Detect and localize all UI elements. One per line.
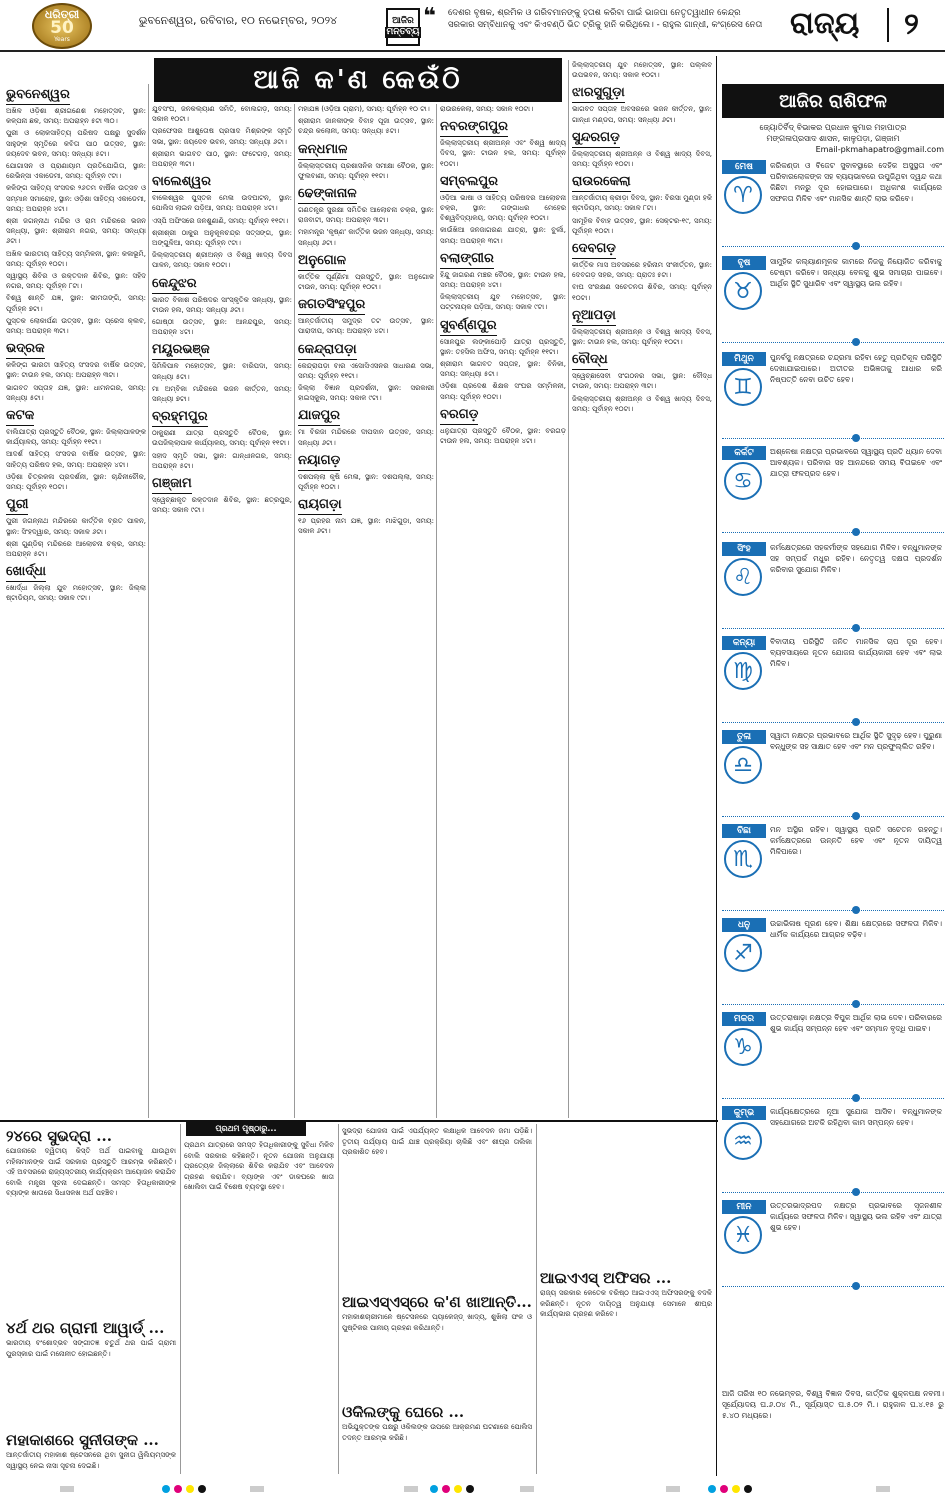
sign-prediction: ଉତ୍ତରାଷାଢ଼ା ନକ୍ଷତ୍ର ବିପୁଳ ଆର୍ଥିକ ଲାଭ ଦେବ। ପରିବାରରେ ଶୁଭ କାର୍ଯ୍ୟ ସମ୍ପନ୍ନ ହେବ ଏବଂ ସମ୍ମାନ ବୃଦ୍ଧି ପାଇବ। xyxy=(770,1013,942,1033)
event-listing: ବାଲିଯାତ୍ରା ପ୍ରସ୍ତୁତି ବୈଠକ, ସ୍ଥାନ: ଜିଲ୍ଲାପାଳଙ୍କ କାର୍ଯ୍ୟାଳୟ, ସମୟ: ପୂର୍ବାହ୍ନ ୧୧ଟା। xyxy=(6,428,146,447)
sign-label: ମିଥୁନ xyxy=(722,352,766,366)
city-heading: ବାଲେଶ୍ୱର xyxy=(152,173,211,192)
events-column-5 xyxy=(572,60,712,1118)
horoscope-sign xyxy=(722,730,944,822)
sign-prediction: କରିକଣ୍ଡା ଓ ବିଜେଟ ସୁବାବସ୍ଥାରେ ଦେହିକ ଅସୁସ୍ଥତା ଏବଂ ପରିବାରଲୋକଙ୍କ ସହ ବ୍ୟୟଭାବରେ ଉପୁଜିଥିବା ଦ୍ୱନ୍ଦ କଥା କିଛିଟା ମନରୁ ଦୂର ହୋଇପାରେ। ଅଧିକାଂଶ କାର୍ଯ୍ୟରେ ସଫଳତା ମିଳିବ ଏବଂ ମାନସିକ ଶାନ୍ତି ଲାଭ କରିବେ। xyxy=(770,161,942,203)
sign-separator xyxy=(722,342,944,343)
sign-label: ସିଂହ xyxy=(722,542,766,556)
black-dot xyxy=(744,1485,752,1493)
event-listing: ଜିଲ୍ଲାସ୍ତରୀୟ ଶ୍ରୀଅନ୍ନ ଓ ବିଶ୍ୱ ଖାଦ୍ୟ ଦିବସ, ସମୟ: ପୂର୍ବାହ୍ନ ୧୦ଟା। xyxy=(572,394,712,413)
sign-prediction: ବିବାଦୀୟ ପରିସ୍ଥିତି ଜନିତ ମାନସିକ ଚାପ ଦୂର ହେବ। ବ୍ୟବସାୟରେ ନୂତନ ଯୋଜନା କାର୍ଯ୍ୟକାରୀ ହେବ ଏବଂ ଲାଭ ମିଳିବ। xyxy=(770,637,942,668)
city-heading: ନବରଙ୍ଗପୁର xyxy=(440,118,508,137)
sign-label: କନ୍ୟା xyxy=(722,636,766,650)
quote-mark-icon: ❝ xyxy=(423,4,436,29)
event-listing: ମହାମନ୍ତ୍ର 'କୃଷ୍ଣ' କାର୍ତ୍ତିକ ଭଜନ ସନ୍ଧ୍ୟା, ସମୟ: ସନ୍ଧ୍ୟା ୬ଟା। xyxy=(298,228,434,247)
yellow-dot xyxy=(454,1485,462,1493)
black-dot xyxy=(198,1485,206,1493)
event-listing: ଓଡ଼ିଶା ପ୍ରଦେଶ ଶିକ୍ଷକ ସଂଘର ସମ୍ମିଳନୀ, ସମୟ: ପୂର୍ବାହ୍ନ ୧୦ଟା। xyxy=(440,382,566,401)
zodiac-icon: ♒ xyxy=(724,1122,762,1160)
registration-mark xyxy=(404,1486,418,1492)
story-body: ପ୍ରଥମ ଯାତ୍ରାରେ ସମସ୍ତ ହିତାଧିକାରୀଙ୍କୁ ସୁବିଧା ମିଳିବ ବୋଲି ସରକାର କହିଛନ୍ତି। ନୂତନ ଯୋଜନା ଅନୁଯାୟୀ ପ୍ରତ୍ୟେକ ଜିଲ୍ଲାରେ ଶିବିର କରାଯିବ ଏବଂ ଆବେଦନ ଗ୍ରହଣ କରାଯିବ। ବ୍ୟାଙ୍କ ଏବଂ ଡାକଘରେ ଖାତା ଖୋଲିବା ପାଇଁ ବିଶେଷ ବ୍ୟବସ୍ଥା ହେବ। xyxy=(184,1141,334,1191)
zodiac-icon: ♍ xyxy=(724,652,762,690)
event-listing: ଦଶପଲ୍ଲା କୃଷି ମେଳା, ସ୍ଥାନ: ଦଶପଲ୍ଲା, ସମୟ: ପୂର୍ବାହ୍ନ ୧୦ଟା। xyxy=(298,472,434,492)
event-listing: ପ୍ରଫେସର ଆଶୁତୋଷ ପ୍ରସାଦ ମିଶ୍ରଙ୍କ ସ୍ମୃତି ସଭା, ସ୍ଥାନ: ଜୟଦେବ ଭବନ, ସମୟ: ସନ୍ଧ୍ୟା ୬ଟା। xyxy=(152,127,292,146)
sign-prediction: ପୁନର୍ବସୁ ନକ୍ଷତ୍ରରେ ଚନ୍ଦ୍ରମା ରହିବା ହେତୁ ପ୍ରତିକୂଳ ପରିସ୍ଥିତି ଦେଖାଯାଇପାରେ। ଅତୀତର ଅଭିଜ୍ଞତାକୁ ଆଧାର କରି ନିଷ୍ପତ୍ତି ନେବା ଉଚିତ ହେବ। xyxy=(770,353,942,384)
event-listing: ମହାଯଜ୍ଞ (ଓଡ଼ିଆ ଗ୍ରାମ), ସମୟ: ପୂର୍ବାହ୍ନ ୧୦ ଟା। xyxy=(298,105,430,113)
event-listing: ଜିଲ୍ଲାସ୍ତରୀୟ ଶ୍ରୀଅନ୍ନ ଓ ବିଶ୍ୱ ଖାଦ୍ୟ ଦିବସ ପାଳନ, ସମୟ: ସକାଳ ୧୦ଟା। xyxy=(152,251,292,270)
column-divider xyxy=(180,1124,181,1474)
story-headline: ଓକିଲଙ୍କୁ ଘେରେ ... xyxy=(342,1403,465,1421)
event-listing: ଖୋର୍ଦ୍ଧା ଜିଲ୍ଲା ଯୁବ ମହୋତ୍ସବ, ସ୍ଥାନ: ଜିଲ୍ଲା ଷ୍ଟାଡିୟମ, ସମୟ: ସକାଳ ୯ଟା। xyxy=(6,584,146,603)
sign-label: ତୁଳା xyxy=(722,730,766,744)
story-iss-food xyxy=(342,1292,532,1402)
sign-label: ବିଛା xyxy=(722,824,766,838)
sign-separator xyxy=(722,722,944,723)
event-listing: ୧୬ ପ୍ରହର ନାମ ଯଜ୍ଞ, ସ୍ଥାନ: ମାଝିଗୁଡ଼ା, ସମୟ: ସକାଳ ୬ଟା। xyxy=(298,517,434,536)
horoscope-sign xyxy=(722,824,944,916)
city-heading: ବଲାଙ୍ଗୀର xyxy=(440,250,494,269)
horoscope-sign xyxy=(722,636,944,728)
event-listing: ଆନ୍ତର୍ଜାତୀୟ କ୍ରୀଡ଼ା ଦିବସ, ସ୍ଥାନ: ବିରସା ମୁଣ୍ଡା ହକି ଷ୍ଟାଡିୟମ, ସମୟ: ସକାଳ ୮ଟା। xyxy=(572,194,712,213)
city-heading: ଭଦ୍ରକ xyxy=(6,340,45,359)
masthead-divider xyxy=(887,8,889,42)
separator-dot xyxy=(852,434,860,442)
horoscope-sign xyxy=(722,256,944,348)
event-listing: ବିଶ୍ୱ ଶାନ୍ତି ଯଜ୍ଞ, ସ୍ଥାନ: ଭୀମତାଙ୍ଗି, ସମୟ: ପୂର୍ବାହ୍ନ ୭ଟା। xyxy=(6,294,146,313)
panchang-footer: ଆଜି ତାରିଖ ୧୦ ନଭେମ୍ବର, ବିଶ୍ୱ ବିଜ୍ଞାନ ଦିବସ, କାର୍ତ୍ତିକ ଶୁକ୍ଳପକ୍ଷ ନବମୀ। ସୂର୍ଯ୍ୟୋଦୟ ଘ.୬.୦୪ ମି., ସୂର୍ଯ୍ୟାସ୍ତ ଘ.୫.୦୨ ମି.। ରାହୁକାଳ ଘ.୪.୧୫ ରୁ ୫.୪୦ ମଧ୍ୟରେ। xyxy=(722,1389,944,1420)
separator-dot xyxy=(852,528,860,536)
events-column-1 xyxy=(6,84,146,1118)
city-heading: ରାଉରକେଲା xyxy=(572,173,631,192)
sign-separator xyxy=(722,910,944,911)
sign-label: କୁମ୍ଭ xyxy=(722,1106,766,1120)
sign-prediction: ସାମୁହିକ କଲ୍ୟାଣମୂଳକ କାମରେ ନିଜକୁ ନିୟୋଜିତ କରିବାକୁ ଚେଷ୍ଟା କରିବେ। ସନ୍ଧ୍ୟା ବେଳକୁ ଶୁଭ ସମାଚାର ପାଇବେ। ଆର୍ଥିକ ସ୍ଥିତି ସୁଧାରିବ ଏବଂ ସ୍ୱାସ୍ଥ୍ୟ ଭଲ ରହିବ। xyxy=(770,257,942,288)
event-listing: ଗୋଷ୍ଠୀ ଉତ୍ସବ, ସ୍ଥାନ: ଆନନ୍ଦପୁର, ସମୟ: ଅପରାହ୍ନ ୪ଟା। xyxy=(152,318,292,337)
event-listing: ଜିଲ୍ଲାସ୍ତରୀୟ ଯୁବ ମହୋତ୍ସବ, ସ୍ଥାନ: ପଲ୍ଲବ ଉପଭବନ, ସମୟ: ସକାଳ ୧୦ଟା। xyxy=(572,61,712,80)
event-listing: ଧନୁଯାତ୍ରା ପ୍ରସ୍ତୁତି ବୈଠକ, ସ୍ଥାନ: ବରଗଡ଼ ଟାଉନ ହଲ, ସମୟ: ଅପରାହ୍ନ ୪ଟା। xyxy=(440,426,566,446)
front-page-continuation-tag: ପ୍ରଥମ ପୃଷ୍ଠାରୁ... xyxy=(186,1122,306,1136)
event-listing: ଶ୍ରୀରାମ ଭାଗବତ ପାଠ, ସ୍ଥାନ: ଫଟେଗଡ଼, ସମୟ: ଅପରାହ୍ନ ୩ଟା। xyxy=(152,149,292,169)
zodiac-icon: ♈ xyxy=(724,176,762,214)
story-headline: ଆଇଏସ୍‌ଏସ୍‌ରେ କ'ଣ ଖାଆନ୍ତି... xyxy=(342,1293,532,1311)
sign-separator xyxy=(722,1192,944,1193)
event-listing: ଶ୍ରୀରାମ ଭାଗବତ ସପ୍ତାହ, ସ୍ଥାନ: ବିନିକା, ସମୟ: ସନ୍ଧ୍ୟା ୫ଟା। xyxy=(440,360,566,379)
story-sunita xyxy=(6,1430,176,1474)
event-listing: ପୁସ୍ତକ ଲୋକାର୍ପଣ ଉତ୍ସବ, ସ୍ଥାନ: ପ୍ରେସ କ୍ଲବ, ସମୟ: ଅପରାହ୍ନ ୩ଟା। xyxy=(6,316,146,336)
event-listing: ଜିଲ୍ଲାସ୍ତରୀୟ ଶ୍ରୀଅନ୍ନ ଓ ବିଶ୍ୱ ଖାଦ୍ୟ ଦିବସ, ସମୟ: ପୂର୍ବାହ୍ନ ୧୦ଟା। xyxy=(572,149,712,169)
horoscope-sign xyxy=(722,542,944,634)
zodiac-icon: ♏ xyxy=(724,840,762,878)
cyan-dot xyxy=(430,1485,438,1493)
horoscope-sign xyxy=(722,160,944,252)
magenta-dot xyxy=(720,1485,728,1493)
sign-label: କର୍କଟ xyxy=(722,446,766,460)
page-number: ୨ xyxy=(904,7,919,42)
sign-label: ମକର xyxy=(722,1012,766,1026)
sign-prediction: କାର୍ଯ୍ୟକ୍ଷେତ୍ରରେ ନୂଆ ସୁଯୋଗ ଆସିବ। ବନ୍ଧୁମାନଙ୍କ ସହଯୋଗରେ ଅଟକି ରହିଥିବା କାମ ସମ୍ପନ୍ନ ହେବ। xyxy=(770,1107,942,1127)
sign-separator xyxy=(722,1004,944,1005)
event-listing: ଶ୍ରୀ ଜଗନ୍ନାଥ ମନ୍ଦିର ଓ ରାମ ମନ୍ଦିରରେ ଭଜନ ସନ୍ଧ୍ୟା, ସ୍ଥାନ: ଶ୍ରୀରାମ ନଗର, ସମୟ: ସନ୍ଧ୍ୟା ୬ଟା। xyxy=(6,217,146,246)
city-heading: ଜଗତସିଂହପୁର xyxy=(298,296,365,315)
sign-label: ବୃଷ xyxy=(722,256,766,270)
sign-prediction: ମନ ଅସ୍ଥିର ରହିବ। ସ୍ୱାସ୍ଥ୍ୟ ପ୍ରତି ସଚେତନ ରହନ୍ତୁ। କର୍ମକ୍ଷେତ୍ରରେ ଉନ୍ନତି ହେବ ଏବଂ ନୂତନ ଦାୟିତ୍ୱ ମିଳିପାରେ। xyxy=(770,825,942,856)
separator-dot xyxy=(852,242,860,250)
horoscope-sign xyxy=(722,352,944,444)
event-listing: ଓଡ଼ିଶା ଚିତ୍ରକଳା ପ୍ରଦର୍ଶନୀ, ସ୍ଥାନ: ଚାନ୍ଦିନୀଚୌକ, ସମୟ: ପୂର୍ବାହ୍ନ ୧୦ଟା। xyxy=(6,472,146,492)
zodiac-icon: ♉ xyxy=(724,272,762,310)
story-body: ଆନ୍ତର୍ଜାତୀୟ ମହାକାଶ ଷ୍ଟେସନରେ ଥିବା ସୁନୀତା ୱିଲିୟମ୍ସଙ୍କ ସ୍ୱାସ୍ଥ୍ୟ ନେଇ ନାସା ସୂଚନା ଦେଇଛି। xyxy=(6,1451,176,1470)
logo-years-number: 50 xyxy=(50,18,74,38)
events-column-4 xyxy=(440,104,566,1118)
story-body: ଭାରତୀୟ ବଂଶୋଦ୍ଭବ ସଙ୍ଗୀତଜ୍ଞ ଚତୁର୍ଥ ଥର ପାଇଁ ଗ୍ରାମୀ ପୁରସ୍କାର ପାଇଁ ମନୋନୀତ ହୋଇଛନ୍ତି। xyxy=(6,1339,176,1358)
city-heading: ନୟାଗଡ଼ xyxy=(298,452,340,471)
event-listing: ଆଦର୍ଶ ସାହିତ୍ୟ ସଂସଦର ବାର୍ଷିକ ଉତ୍ସବ, ସ୍ଥାନ: ସାହିତ୍ୟ ପରିଷଦ ହଲ, ସମୟ: ଅପରାହ୍ନ ୪ଟା। xyxy=(6,450,146,469)
sign-prediction: ଉଚ୍ଚାଭିଳାଷ ପୂରଣ ହେବ। ଶିକ୍ଷା କ୍ଷେତ୍ରରେ ସଫଳତା ମିଳିବ। ଧାର୍ମିକ କାର୍ଯ୍ୟରେ ଆଗ୍ରହ ବଢ଼ିବ। xyxy=(770,919,942,939)
section-title: ରାଜ୍ୟ xyxy=(790,6,860,41)
story-body: ସୁଭଦ୍ରା ଯୋଜନା ପାଇଁ ଏପର୍ଯ୍ୟନ୍ତ ଲକ୍ଷାଧିକ ଆବେଦନ ଜମା ପଡ଼ିଛି। ତୃତୀୟ ପର୍ଯ୍ୟାୟ ପାଇଁ ଯାଞ୍ଚ ପ୍ରକ୍ରିୟା ଚାଲିଛି ଏବଂ ଶୀଘ୍ର ତାଲିକା ପ୍ରକାଶିତ ହେବ। xyxy=(342,1127,532,1156)
sign-label: ଧନୁ xyxy=(722,918,766,932)
registration-mark xyxy=(250,1486,264,1492)
event-listing: ପୁରୀ ଓ ଲୋକସାହିତ୍ୟ ପରିଷଦ ପକ୍ଷରୁ ସୁଦର୍ଶନ ସାହୁଙ୍କ ସ୍ମୃତିରେ କବିତା ପାଠ ଉତ୍ସବ, ସ୍ଥାନ: ଜୟଦେବ ଭବନ, ସମୟ: ସନ୍ଧ୍ୟା ୫ଟା। xyxy=(6,129,146,158)
event-listing: ଶ୍ରୀ ଗୁଣ୍ଡିଚା ମନ୍ଦିରରେ ଆଲୋଚନା ଚକ୍ର, ସମୟ: ଅପରାହ୍ନ ୫ଟା। xyxy=(6,539,146,558)
horoscope-sign xyxy=(722,1012,944,1104)
event-listing: ଜିଲ୍ଲାସ୍ତରୀୟ ଶ୍ରୀଅନ୍ନ ଓ ବିଶ୍ୱ ଖାଦ୍ୟ ଦିବସ, ସ୍ଥାନ: ଟାଉନ ହଲ, ସମୟ: ପୂର୍ବାହ୍ନ ୧୦ଟା। xyxy=(572,327,712,347)
logo-years-label: Years xyxy=(54,36,70,43)
city-heading: ଖୋର୍ଦ୍ଧା xyxy=(6,563,46,582)
event-listing: ମା ବିରଜା ମନ୍ଦିରରେ ଦୀପଦାନ ଉତ୍ସବ, ସମୟ: ସନ୍ଧ୍ୟା ୬ଟା। xyxy=(298,428,434,447)
city-heading: ଝାରସୁଗୁଡ଼ା xyxy=(572,84,625,103)
event-listing: ରାଉରକେଲା, ସମୟ: ସକାଳ ୧୦ଟା। xyxy=(440,105,534,113)
column-divider xyxy=(436,104,437,1118)
story-ias xyxy=(540,1268,712,1468)
separator-dot xyxy=(852,624,860,632)
horoscope-heading: ଆଜିର ରାଶିଫଳ xyxy=(722,84,944,118)
sign-separator xyxy=(722,246,944,247)
event-listing: ପୁରୀ ଜଗନ୍ନାଥ ମନ୍ଦିରରେ କାର୍ତ୍ତିକ ବ୍ରତ ପାଳନ, ସ୍ଥାନ: ସିଂହଦ୍ୱାର, ସମୟ: ସକାଳ ୬ଟା। xyxy=(6,517,146,536)
event-listing: ସ୍ୱାସ୍ଥ୍ୟ ଶିବିର ଓ ରକ୍ତଦାନ ଶିବିର, ସ୍ଥାନ: ସହିଦ ନଗର, ସମୟ: ପୂର୍ବାହ୍ନ ୮ଟା। xyxy=(6,272,146,291)
sign-separator xyxy=(722,1098,944,1099)
event-listing: ଯୁବସଂଘ, ଜନକଲ୍ୟାଣ ସମିତି, ବୋଲଗଡ଼, ସମୟ: ସକାଳ ୧୦ଟା। xyxy=(152,105,292,124)
masthead xyxy=(0,0,945,52)
event-listing: ବାଘ ସଂରକ୍ଷଣ ସଚେତନତା ଶିବିର, ସମୟ: ପୂର୍ବାହ୍ନ ୧୦ଟା। xyxy=(572,283,712,302)
event-listing: କାର୍ତ୍ତିକ ପୂର୍ଣ୍ଣିମା ପ୍ରସ୍ତୁତି, ସ୍ଥାନ: ଅନୁଗୋଳ ଟାଉନ, ସମୟ: ପୂର୍ବାହ୍ନ ୧୦ଟା। xyxy=(298,272,434,292)
event-listing: ଭାଗବତ ସପ୍ତାହ ଅବସରରେ ଭଜନ କୀର୍ତ୍ତନ, ସ୍ଥାନ: ଗାନ୍ଧୀ ମଣ୍ଡପ, ସମୟ: ସନ୍ଧ୍ୟା ୬ଟା। xyxy=(572,105,712,124)
sign-label: ମୀନ xyxy=(722,1200,766,1214)
horoscope-sign xyxy=(722,918,944,1010)
zodiac-icon: ♑ xyxy=(724,1028,762,1066)
city-heading: ମୟୂରଭଞ୍ଜ xyxy=(152,341,210,360)
zodiac-icon: ♓ xyxy=(724,1216,762,1254)
cyan-dot xyxy=(162,1485,170,1493)
city-heading: କଟକ xyxy=(6,407,34,426)
story-headline: ମହାକାଶରେ ସୁନୀତାଙ୍କ ... xyxy=(6,1431,159,1449)
event-listing: ଏସ୍‌ପି ଅଫିସରେ ଜନଶୁଣାଣି, ସମୟ: ପୂର୍ବାହ୍ନ ୧୧ଟା। xyxy=(152,216,289,225)
city-heading: ପୁରୀ xyxy=(6,496,28,515)
separator-dot xyxy=(852,1094,860,1102)
yellow-dot xyxy=(186,1485,194,1493)
separator-dot xyxy=(852,812,860,820)
sign-prediction: କର୍ମକ୍ଷେତ୍ରରେ ସହକର୍ମୀଙ୍କ ସହଯୋଗ ମିଳିବ। ବନ୍ଧୁମାନଙ୍କ ସହ ସମ୍ପର୍କ ମଧୁର ରହିବ। ନେତୃତ୍ୱ ଦକ୍ଷତା ପ୍ରଦର୍ଶନ କରିବାର ସୁଯୋଗ ମିଳିବ। xyxy=(770,543,942,574)
event-listing: ଜିଲ୍ଲାସ୍ତରୀୟ ପ୍ରଶାସନିକ ସମୀକ୍ଷା ବୈଠକ, ସ୍ଥାନ: ଫୁଲବାଣୀ, ସମୟ: ପୂର୍ବାହ୍ନ ୧୧ଟା। xyxy=(298,161,434,180)
story-headline: ୪ର୍ଥ ଥର ଗ୍ରାମୀ ଆୱାର୍ଡ୍ ... xyxy=(6,1319,165,1337)
registration-mark xyxy=(520,1486,534,1492)
story-lawyer xyxy=(342,1402,532,1472)
separator-dot xyxy=(852,718,860,726)
sign-prediction: ସ୍ୱାତୀ ନକ୍ଷତ୍ର ପ୍ରଭାବରେ ଆର୍ଥିକ ସ୍ଥିତି ସୁଦୃଢ଼ ହେବ। ପୁରୁଣା ବନ୍ଧୁଙ୍କ ସହ ସାକ୍ଷାତ ହେବ ଏବଂ ମନ ପ୍ରଫୁଲ୍ଲିତ ରହିବ। xyxy=(770,731,942,751)
separator-dot xyxy=(852,1000,860,1008)
city-heading: ବୌଦ୍ଧ xyxy=(572,351,608,370)
city-heading: କନ୍ଧମାଳ xyxy=(298,141,347,160)
horoscope-byline xyxy=(722,122,944,155)
horoscope-sign xyxy=(722,446,944,538)
story-headline: ୨୪ରେ ସୁଭଦ୍ରା ... xyxy=(6,1127,112,1145)
city-heading: ସମ୍ବଲପୁର xyxy=(440,173,498,192)
logo-name: ଧରିତ୍ରୀ xyxy=(44,8,80,21)
event-listing: ଶ୍ରୀଶ୍ରୀ ଠାକୁର ଅନୁକୂଳଚନ୍ଦ୍ର ସତ୍ସଙ୍ଗ, ସ୍ଥାନ: ଅଙ୍ଗୁଳିଆ, ସମୟ: ପୂର୍ବାହ୍ନ ୯ଟା। xyxy=(152,228,292,248)
story-continuation xyxy=(184,1140,334,1470)
yellow-dot xyxy=(732,1485,740,1493)
events-banner-title: ଆଜି କ'ଣ କେଉଁଠି xyxy=(154,58,562,102)
event-listing: ଠାକୁରାଣୀ ଯାତ୍ରା ପ୍ରସ୍ତୁତି ବୈଠକ, ସ୍ଥାନ: ଉପଜିଲ୍ଲାପାଳ କାର୍ଯ୍ୟାଳୟ, ସମୟ: ପୂର୍ବାହ୍ନ ୧୧ଟା। xyxy=(152,429,292,448)
event-listing: କାଉଁଖିଆ ଜନଜାଗରଣ ଯାତ୍ରା, ସ୍ଥାନ: ବୁର୍ଲା, ସମୟ: ଅପରାହ୍ନ ୩ଟା। xyxy=(440,226,566,245)
event-listing: ବାଲେଶ୍ୱର ପୁସ୍ତକ ମେଳା ଉଦଘାଟନ, ସ୍ଥାନ: ପୋଲିସ ଲାଇନ ପଡ଼ିଆ, ସମୟ: ଅପରାହ୍ନ ୪ଟା। xyxy=(152,194,292,213)
event-listing: ଯୋଗାସନ ଓ ପ୍ରାଣାୟାମ ପ୍ରତିଯୋଗିତା, ସ୍ଥାନ: ରେଭିନ୍ସା ଏକାଡେମୀ, ସମୟ: ପୂର୍ବାହ୍ନ ୯ଟା। xyxy=(6,162,146,181)
event-listing: ମା ଅମ୍ବିକା ମନ୍ଦିରରେ ଭଜନ କୀର୍ତ୍ତନ, ସମୟ: ସନ୍ଧ୍ୟା ୭ଟା। xyxy=(152,384,292,404)
story-body: ମହାକାଶଚାରୀମାନେ ଷ୍ଟେସନରେ ପ୍ୟାକେଜ୍ଡ୍ ଖାଦ୍ୟ, ଶୁଖିଲା ଫଳ ଓ ପୁଷ୍ଟିକର ପାନୀୟ ଗ୍ରହଣ କରିଥାନ୍ତି। xyxy=(342,1313,532,1332)
horoscope-author: ଜ୍ୟୋତିର୍ବିଦ୍ ବିଭାକର ପ୍ରଧାନ କୁମାର ମହାପାତ୍ର xyxy=(759,123,907,132)
story-continuation-2 xyxy=(342,1126,532,1286)
story-grammy xyxy=(6,1318,176,1426)
story-subhadra xyxy=(6,1126,176,1326)
separator-dot xyxy=(852,906,860,914)
event-listing: ଭାଗବତ ସପ୍ତାହ ଯଜ୍ଞ, ସ୍ଥାନ: ଧାମନଗର, ସମୟ: ସନ୍ଧ୍ୟା ୫ଟା। xyxy=(6,383,146,402)
city-heading: ଢେଙ୍କାନାଳ xyxy=(298,185,357,204)
horoscope-sign xyxy=(722,1200,944,1292)
city-heading: ସୁନ୍ଦରଗଡ଼ xyxy=(572,129,620,148)
registration-mark xyxy=(666,1486,680,1492)
quote-box-line2: ମନ୍ତବ୍ୟ xyxy=(386,27,420,37)
events-column-3 xyxy=(298,104,434,1118)
separator-dot xyxy=(852,1188,860,1196)
story-body: ଯୋଜନାରେ ଦ୍ୱିତୀୟ କିସ୍ତି ଅର୍ଥ ପାଇବାକୁ ଯାଉଥିବା ମହିଳାମାନଙ୍କ ପାଇଁ ସରକାର ପ୍ରସ୍ତୁତି ଆରମ୍ଭ କରିଛନ୍ତି। ଏହି ଅବସରରେ ରାଜ୍ୟସ୍ତରୀୟ କାର୍ଯ୍ୟକ୍ରମ ଆୟୋଜନ କରାଯିବ ବୋଲି ମନ୍ତ୍ରୀ ସୂଚନା ଦେଇଛନ୍ତି। ସମସ୍ତ ହିତାଧିକାରୀଙ୍କ ବ୍ୟାଙ୍କ ଖାତାରେ ସିଧାସଳଖ ଅର୍ଥ ପହଞ୍ଚିବ। xyxy=(6,1147,176,1197)
column-divider xyxy=(148,84,149,1118)
zodiac-icon: ♐ xyxy=(724,934,762,972)
sign-separator xyxy=(722,532,944,533)
registration-mark xyxy=(60,1486,74,1492)
event-listing: ଅଖିଳ ଭାରତୀୟ ସାହିତ୍ୟ ସମ୍ମିଳନୀ, ସ୍ଥାନ: କଳାଭୂମି, ସମୟ: ପୂର୍ବାହ୍ନ ୧୦ଟା। xyxy=(6,249,146,268)
event-listing: କଳିଙ୍ଗ ସାହିତ୍ୟ ସଂସଦର ୨୬ତମ ବାର୍ଷିକ ଉତ୍ସବ ଓ ସମ୍ମାନ ସମାରୋହ, ସ୍ଥାନ: ଓଡ଼ିଶା ସାହିତ୍ୟ ଏକାଡେମୀ, ସମୟ: ଅପରାହ୍ନ ୪ଟା। xyxy=(6,184,146,213)
horoscope-email: Email-pkmahapatro@gmail.com xyxy=(815,145,944,154)
event-listing: ଅଖିଳ ଓଡ଼ିଶା ଶ୍ରୀଗଣେଶ ମହୋତ୍ସବ, ସ୍ଥାନ: କଳ୍ପନା ଛକ, ସମୟ: ଅପରାହ୍ନ ୫ଟା ୩୦। xyxy=(6,107,146,126)
sign-separator xyxy=(722,438,944,439)
newspaper-logo xyxy=(32,3,92,49)
column-divider xyxy=(568,60,569,1118)
section-rule xyxy=(0,1120,718,1122)
city-heading: ସୁବର୍ଣ୍ଣପୁର xyxy=(440,317,497,336)
city-heading: ନୂଆପଡ଼ା xyxy=(572,307,616,326)
event-listing: ଓଡ଼ିଆ ଭାଷା ଓ ସାହିତ୍ୟ ପରିଷଦର ଆଲୋଚନା ଚକ୍ର, ସ୍ଥାନ: ଗଙ୍ଗାଧର ମେହେର ବିଶ୍ୱବିଦ୍ୟାଳୟ, ସମୟ: ପୂର୍ବାହ୍ନ ୧୦ଟା। xyxy=(440,193,566,223)
horoscope-sign xyxy=(722,1106,944,1198)
event-listing: କାର୍ତ୍ତିକ ମାସ ଅବସରରେ ହରିନାମ ସଂକୀର୍ତ୍ତନ, ସ୍ଥାନ: ଦେବଗଡ଼ ସହର, ସମୟ: ପ୍ରାତଃ ୫ଟା। xyxy=(572,261,712,280)
city-heading: ଗଞ୍ଜାମ xyxy=(152,475,192,494)
city-heading: କେନ୍ଦୁଝର xyxy=(152,275,197,294)
event-listing: ଗଣତନ୍ତ୍ର ସୁରକ୍ଷା ସମିତିର ଆଲୋଚନା ଚକ୍ର, ସ୍ଥାନ: ରାଜବାଟୀ, ସମୟ: ଅପରାହ୍ନ ୩ଟା। xyxy=(298,206,434,225)
city-heading: ଦେବଗଡ଼ xyxy=(572,240,616,259)
dateline: ଭୁବନେଶ୍ୱର, ରବିବାର, ୧୦ ନଭେମ୍ବର, ୨୦୨୪ xyxy=(138,14,338,27)
column-divider xyxy=(294,104,295,1118)
zodiac-icon: ♌ xyxy=(724,558,762,596)
sign-prediction: ଉତ୍ତରଭାଦ୍ରପଦ ନକ୍ଷତ୍ର ପ୍ରଭାବରେ ସୃଜନଶୀଳ କାର୍ଯ୍ୟରେ ସଫଳତା ମିଳିବ। ସ୍ୱାସ୍ଥ୍ୟ ଭଲ ରହିବ ଏବଂ ଯାତ୍ରା ଶୁଭ ହେବ। xyxy=(770,1201,942,1232)
event-listing: ଭାରତ ବିକାଶ ପରିଷଦର ସାଂସ୍କୃତିକ ସନ୍ଧ୍ୟା, ସ୍ଥାନ: ଟାଉନ ହଲ, ସମୟ: ସନ୍ଧ୍ୟା ୬ଟା। xyxy=(152,295,292,314)
event-listing: ସାମୂହିକ ବିବାହ ଉତ୍ସବ, ସ୍ଥାନ: ସେକ୍ଟର-୧୯, ସମୟ: ପୂର୍ବାହ୍ନ ୧୦ଟା। xyxy=(572,216,712,235)
event-listing: କେନ୍ଦ୍ରାପଡ଼ା ବାର ଏସୋସିଏସନର ସାଧାରଣ ସଭା, ସମୟ: ପୂର୍ବାହ୍ନ ୧୧ଟା। xyxy=(298,361,434,380)
event-listing: ସ୍ୱେଚ୍ଛାସେବୀ ସଂଗଠନର ସଭା, ସ୍ଥାନ: ବୌଦ୍ଧ ଟାଉନ, ସମୟ: ଅପରାହ୍ନ ୩ଟା। xyxy=(572,372,712,391)
event-listing: ସିମିଳିପାଳ ମହୋତ୍ସବ, ସ୍ଥାନ: ବାରିପଦା, ସମୟ: ସନ୍ଧ୍ୟା ୫ଟା। xyxy=(152,362,292,381)
event-listing: ଜିଲ୍ଲା ବିଜ୍ଞାନ ପ୍ରଦର୍ଶନୀ, ସ୍ଥାନ: ସରକାରୀ ହାଇସ୍କୁଲ, ସମୟ: ସକାଳ ୯ଟା। xyxy=(298,384,434,403)
registration-mark xyxy=(876,1486,890,1492)
city-heading: କେନ୍ଦ୍ରାପଡ଼ା xyxy=(298,341,357,360)
city-heading: ଭୁବନେଶ୍ୱର xyxy=(6,86,70,105)
quote-text: ଦେଶର ବୃଷକ, ଶ୍ରମିକ ଓ ଗରିବମାନଙ୍କୁ ହତାଶ କରିବା ପାଇଁ ଭାଜପା ନେତୃତ୍ୱାଧୀନ କେନ୍ଦ୍ର ସରକାର ସମ୍ବିଧାନକୁ ଏବଂ କିଏବଣ୍ଠି ଭିତ ଟ୍ରିକୁ ହାନି କରିଥିଲେ। - ରାହୁଲ ଗାନ୍ଧୀ, କଂଗ୍ରେସ ନେତା xyxy=(448,8,763,30)
event-listing: ଜିଲ୍ଲାସ୍ତରୀୟ ଶ୍ରୀଅନ୍ନ ଏବଂ ବିଶ୍ୱ ଖାଦ୍ୟ ଦିବସ, ସ୍ଥାନ: ଟାଉନ ହଲ, ସମୟ: ପୂର୍ବାହ୍ନ ୧୦ଟା। xyxy=(440,139,566,168)
event-listing: ଶ୍ରୀରାମ ଜାନକୀଙ୍କ ବିବାହ ପୂଜା ଉତ୍ସବ, ସ୍ଥାନ: ଚନ୍ଦ୍ର କଲୋନୀ, ସମୟ: ସନ୍ଧ୍ୟା ୫ଟା। xyxy=(298,117,434,136)
sign-separator xyxy=(722,1286,944,1287)
column-divider xyxy=(338,1124,339,1474)
zodiac-icon: ♋ xyxy=(724,462,762,500)
horoscope-address: ମଙ୍ଗଳାପ୍ରସାଦ ଶାସନ, କାଳୁପଡ଼ା, ଗଞ୍ଜାମ xyxy=(766,134,900,143)
quote-box-line1: ଆଜିର xyxy=(392,16,414,26)
event-listing: ଜିଲ୍ଲାସ୍ତରୀୟ ଯୁବ ମହୋତ୍ସବ, ସ୍ଥାନ: ପଟ୍ଟନାୟକ ପଡ଼ିଆ, ସମୟ: ସକାଳ ୯ଟା। xyxy=(440,293,566,312)
city-heading: ବରଗଡ଼ xyxy=(440,406,478,425)
cyan-dot xyxy=(708,1485,716,1493)
magenta-dot xyxy=(442,1485,450,1493)
magenta-dot xyxy=(174,1485,182,1493)
story-body: ଅଭିଯୁକ୍ତଙ୍କ ପକ୍ଷରୁ ଓକିଲଙ୍କ ଉପରେ ଆକ୍ରମଣ ଘଟଣାରେ ପୋଲିସ ତଦନ୍ତ ଆରମ୍ଭ କରିଛି। xyxy=(342,1423,532,1442)
sign-separator xyxy=(722,816,944,817)
event-listing: ଆନ୍ତର୍ଜାତୀୟ ସମୁଦ୍ର ତଟ ଉତ୍ସବ, ସ୍ଥାନ: ପାରାଦୀପ, ସମୟ: ଅପରାହ୍ନ ୪ଟା। xyxy=(298,317,434,336)
separator-dot xyxy=(852,1282,860,1290)
zodiac-icon: ♊ xyxy=(724,368,762,406)
event-listing: ହିନ୍ଦୁ ଜାଗରଣ ମଞ୍ଚର ବୈଠକ, ସ୍ଥାନ: ଟାଉନ ହଲ, ସମୟ: ଅପରାହ୍ନ ୪ଟା। xyxy=(440,270,566,290)
event-listing: କଳିଙ୍ଗ ଭାରତୀ ସାହିତ୍ୟ ସଂସଦର ବାର୍ଷିକ ଉତ୍ସବ, ସ୍ଥାନ: ଟାଉନ ହଲ, ସମୟ: ଅପରାହ୍ନ ୩ଟା। xyxy=(6,361,146,380)
city-heading: ଯାଜପୁର xyxy=(298,407,340,426)
horoscope-divider xyxy=(716,56,717,1476)
black-dot xyxy=(466,1485,474,1493)
separator-dot xyxy=(852,338,860,346)
city-heading: ବ୍ରହ୍ମପୁର xyxy=(152,408,208,427)
story-headline: ଆଇଏଏସ୍ ଅଫିସର ... xyxy=(540,1269,672,1287)
quote-of-day-box xyxy=(386,8,420,46)
event-listing: ସୋନପୁର ଲଙ୍କାପୋଡ଼ି ଯାତ୍ରା ପ୍ରସ୍ତୁତି, ସ୍ଥାନ: ତହସିଲ ଅଫିସ, ସମୟ: ପୂର୍ବାହ୍ନ ୧୧ଟା। xyxy=(440,337,566,356)
city-heading: ରାୟଗଡ଼ା xyxy=(298,496,342,515)
zodiac-icon: ♎ xyxy=(724,746,762,784)
event-listing: ସହୀଦ ସ୍ମୃତି ସଭା, ସ୍ଥାନ: ଗାନ୍ଧୀନଗର, ସମୟ: ଅପରାହ୍ନ ୫ଟା। xyxy=(152,451,292,470)
events-column-2 xyxy=(152,104,292,1118)
sign-prediction: ଅଶ୍ଳେଷା ନକ୍ଷତ୍ର ପ୍ରଭାବରେ ସ୍ୱାସ୍ଥ୍ୟ ପ୍ରତି ଧ୍ୟାନ ଦେବା ଆବଶ୍ୟକ। ପରିବାର ସହ ଆନନ୍ଦରେ ସମୟ ବିତାଇବେ ଏବଂ ଯାତ୍ରା ଫଳପ୍ରଦ ହେବ। xyxy=(770,447,942,478)
story-body: ରାଜ୍ୟ ସରକାର କେତେକ ବରିଷ୍ଠ ଆଇଏଏସ୍ ଅଫିସରଙ୍କୁ ବଦଳି କରିଛନ୍ତି। ନୂତନ ଦାୟିତ୍ୱ ଅନୁଯାୟୀ ସେମାନେ ଶୀଘ୍ର କାର୍ଯ୍ୟଭାର ଗ୍ରହଣ କରିବେ। xyxy=(540,1289,712,1318)
column-divider xyxy=(536,1124,537,1474)
event-listing: ସ୍ୱେଚ୍ଛାକୃତ ରକ୍ତଦାନ ଶିବିର, ସ୍ଥାନ: ଛତ୍ରପୁର, ସମୟ: ସକାଳ ୯ଟା। xyxy=(152,496,292,515)
sign-label: ମେଷ xyxy=(722,160,766,174)
sign-separator xyxy=(722,628,944,629)
city-heading: ଅନୁଗୋଳ xyxy=(298,252,346,271)
